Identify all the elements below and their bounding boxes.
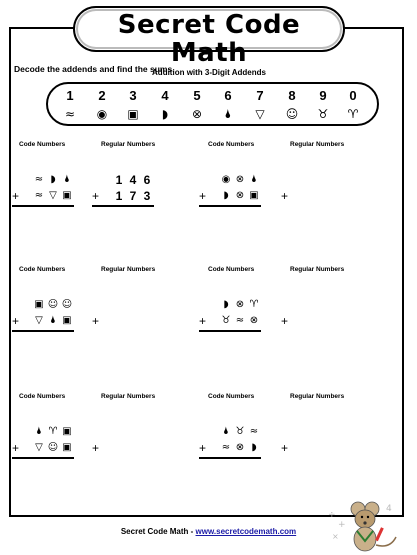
regular-numbers-heading: Regular Numbers [101,141,156,148]
regular-number-problem [281,297,343,329]
code-numbers-heading: Code Numbers [19,141,66,148]
code-numbers-heading: Code Numbers [208,393,255,400]
code-symbol: ♈ [249,299,259,310]
key-number: 4 [161,88,169,103]
key-item [216,88,240,122]
key-item [248,88,272,122]
code-symbol: ♉ [221,315,231,326]
code-key [46,82,379,126]
code-symbol: ≈ [249,426,259,437]
footer-link[interactable]: www.secretcodemath.com [195,527,297,536]
addend-bottom [281,440,343,456]
code-number-problem [199,297,261,332]
key-number: 0 [349,88,357,103]
svg-text:+: + [338,520,346,530]
addend-bottom [281,188,343,204]
addend-top [281,297,343,313]
key-number: 5 [193,88,201,103]
key-item [280,88,304,122]
code-number-problem [199,424,261,459]
code-symbol: ◉ [221,174,231,185]
key-number: 3 [129,88,137,103]
code-symbol: 🌢 [64,174,70,185]
aries-icon: ♈ [347,107,359,121]
sum-line [12,457,74,459]
code-numbers-heading: Code Numbers [19,393,66,400]
code-symbol: ▣ [62,426,72,437]
code-symbol: ▣ [249,190,259,201]
regular-number-problem [281,424,343,456]
regular-numbers-heading: Regular Numbers [290,393,345,400]
code-symbol: 🌢 [223,426,229,437]
code-symbol: ☺ [47,299,59,310]
regular-numbers-heading: Regular Numbers [101,393,156,400]
addend-top [199,297,261,313]
code-symbol: ▽ [49,190,57,201]
addend-bottom [199,440,261,456]
regular-numbers-heading: Regular Numbers [101,266,156,273]
svg-text:÷: ÷ [328,510,336,520]
addend-bottom [12,440,74,456]
key-number: 9 [319,88,327,103]
half-circle-icon: ◗ [161,107,169,121]
regular-numbers-heading: Regular Numbers [290,266,345,273]
sum-line [12,330,74,332]
addend-top [92,172,154,188]
key-item [185,88,209,122]
instructions: Decode the addends and find the sums. [14,64,175,74]
footer-text: Secret Code Math - [120,527,196,536]
key-item [311,88,335,122]
code-symbol: 🌢 [36,426,42,437]
code-number-problem [12,172,74,207]
digit: 6 [143,173,151,187]
key-item [121,88,145,122]
code-symbol: ◗ [223,299,229,310]
drop-icon: 🌢 [224,107,232,121]
mouse-mascot-illustration [324,497,404,553]
code-symbol: ≈ [235,315,245,326]
sum-line [199,457,261,459]
addend-top [281,172,343,188]
key-item [341,88,365,122]
svg-text:4: 4 [386,504,392,514]
code-number-problem [12,424,74,459]
code-symbol: ⊗ [235,174,245,185]
boxed-square-icon: ▣ [127,107,139,121]
code-symbol: ☺ [61,299,73,310]
plus-sign: + [199,314,207,328]
code-symbol: ≈ [34,190,44,201]
code-numbers-heading: Code Numbers [19,266,66,273]
addend-bottom [92,440,154,456]
addend-top [199,424,261,440]
addend-bottom [92,188,154,204]
digit: 1 [115,173,123,187]
regular-number-problem [281,172,343,204]
svg-text:×: × [332,532,339,541]
plus-sign: + [281,441,289,455]
key-number: 8 [288,88,296,103]
sum-line [12,205,74,207]
regular-numbers-heading: Regular Numbers [290,141,345,148]
plus-sign: + [199,441,207,455]
sum-line [199,330,261,332]
plus-sign: + [12,189,20,203]
code-symbol: ⊗ [235,190,245,201]
page-title: Secret Code Math [117,10,301,68]
code-symbol: ⊗ [249,315,259,326]
code-symbol: 🌢 [251,174,257,185]
sum-line [199,205,261,207]
plus-sign: + [12,314,20,328]
addend-top [12,172,74,188]
key-number: 1 [66,88,74,103]
code-symbol: ☺ [47,442,59,453]
plus-sign: + [281,314,289,328]
code-symbol: ⊗ [235,442,245,453]
addend-bottom [12,313,74,329]
taurus-icon: ♉ [317,107,329,121]
regular-number-problem [92,172,154,207]
addend-top [92,424,154,440]
plus-sign: + [199,189,207,203]
plus-sign: + [12,441,20,455]
addend-bottom [199,188,261,204]
code-symbol: ▣ [62,442,72,453]
key-number: 7 [256,88,264,103]
code-symbol: ▣ [62,190,72,201]
regular-number-problem [92,424,154,456]
smiley-icon: ☺ [285,107,299,121]
digit: 3 [143,189,151,203]
code-symbol: ▽ [35,315,43,326]
code-symbol: ◗ [223,190,229,201]
down-triangle-icon: ▽ [255,107,265,121]
digit: 4 [129,173,137,187]
code-symbol: 🌢 [50,315,56,326]
circled-x-icon: ⊗ [191,107,203,121]
code-symbol: ♉ [235,426,245,437]
addend-top [92,297,154,313]
digit: 1 [115,189,123,203]
code-number-problem [12,297,74,332]
plus-sign: + [281,189,289,203]
addend-bottom [199,313,261,329]
key-number: 6 [224,88,232,103]
plus-sign: + [92,314,100,328]
addend-top [199,172,261,188]
digit: 7 [129,189,137,203]
code-symbol: ◗ [50,174,56,185]
addend-top [12,297,74,313]
addend-bottom [281,313,343,329]
addend-bottom [92,313,154,329]
regular-number-problem [92,297,154,329]
code-symbol: ◗ [251,442,257,453]
sum-line [92,205,154,207]
code-symbol: ▣ [62,315,72,326]
code-symbol: ≈ [221,442,231,453]
circled-dot-icon: ◉ [96,107,108,121]
plus-sign: + [92,189,100,203]
key-item [58,88,82,122]
addend-top [12,424,74,440]
code-symbol: ⊗ [235,299,245,310]
plus-sign: + [92,441,100,455]
key-item [153,88,177,122]
code-symbol: ▣ [34,299,44,310]
code-numbers-heading: Code Numbers [208,266,255,273]
page-subtitle: Addition with 3-Digit Addends [152,68,266,77]
key-number: 2 [98,88,106,103]
code-symbol: ♈ [48,426,58,437]
addend-bottom [12,188,74,204]
wavy-lines-icon: ≈ [64,107,76,121]
code-number-problem [199,172,261,207]
key-item [90,88,114,122]
addend-top [281,424,343,440]
code-numbers-heading: Code Numbers [208,141,255,148]
code-symbol: ▽ [35,442,43,453]
code-symbol: ≈ [34,174,44,185]
